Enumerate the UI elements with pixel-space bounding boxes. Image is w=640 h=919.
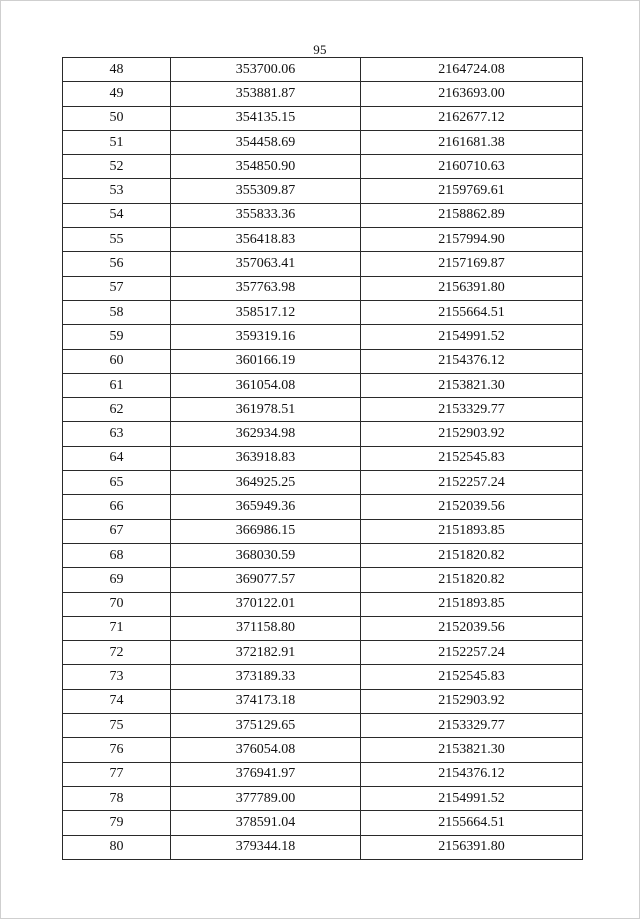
y-coordinate-cell: 2151820.82 [361, 568, 583, 592]
point-index-cell: 79 [63, 811, 171, 835]
table-row [63, 471, 583, 495]
x-coordinate-cell: 356418.83 [171, 228, 361, 252]
table-row [63, 422, 583, 446]
table-row [63, 252, 583, 276]
point-index-cell: 63 [63, 422, 171, 446]
table-row [63, 300, 583, 324]
point-index-cell: 48 [63, 58, 171, 82]
y-coordinate-cell: 2151820.82 [361, 543, 583, 567]
x-coordinate-cell: 353700.06 [171, 58, 361, 82]
x-coordinate-cell: 364925.25 [171, 471, 361, 495]
table-row [63, 665, 583, 689]
table-row [63, 349, 583, 373]
x-coordinate-cell: 355833.36 [171, 203, 361, 227]
point-index-cell: 62 [63, 398, 171, 422]
x-coordinate-cell: 360166.19 [171, 349, 361, 373]
x-coordinate-cell: 375129.65 [171, 714, 361, 738]
y-coordinate-cell: 2152903.92 [361, 689, 583, 713]
table-row [63, 398, 583, 422]
point-index-cell: 80 [63, 835, 171, 859]
y-coordinate-cell: 2154991.52 [361, 325, 583, 349]
table-row [63, 786, 583, 810]
y-coordinate-cell: 2152545.83 [361, 446, 583, 470]
y-coordinate-cell: 2157169.87 [361, 252, 583, 276]
y-coordinate-cell: 2160710.63 [361, 155, 583, 179]
y-coordinate-cell: 2161681.38 [361, 130, 583, 154]
x-coordinate-cell: 361978.51 [171, 398, 361, 422]
point-index-cell: 54 [63, 203, 171, 227]
y-coordinate-cell: 2153821.30 [361, 738, 583, 762]
x-coordinate-cell: 357063.41 [171, 252, 361, 276]
x-coordinate-cell: 369077.57 [171, 568, 361, 592]
point-index-cell: 55 [63, 228, 171, 252]
y-coordinate-cell: 2153821.30 [361, 373, 583, 397]
point-index-cell: 59 [63, 325, 171, 349]
table-row [63, 106, 583, 130]
x-coordinate-cell: 377789.00 [171, 786, 361, 810]
table-row [63, 641, 583, 665]
point-index-cell: 65 [63, 471, 171, 495]
point-index-cell: 70 [63, 592, 171, 616]
point-index-cell: 77 [63, 762, 171, 786]
table-row [63, 203, 583, 227]
y-coordinate-cell: 2151893.85 [361, 592, 583, 616]
x-coordinate-cell: 371158.80 [171, 616, 361, 640]
table-row [63, 130, 583, 154]
y-coordinate-cell: 2154376.12 [361, 349, 583, 373]
table-row [63, 155, 583, 179]
x-coordinate-cell: 363918.83 [171, 446, 361, 470]
point-index-cell: 57 [63, 276, 171, 300]
point-index-cell: 53 [63, 179, 171, 203]
table-row [63, 543, 583, 567]
x-coordinate-cell: 376941.97 [171, 762, 361, 786]
point-index-cell: 68 [63, 543, 171, 567]
y-coordinate-cell: 2164724.08 [361, 58, 583, 82]
y-coordinate-cell: 2155664.51 [361, 300, 583, 324]
point-index-cell: 50 [63, 106, 171, 130]
table-row [63, 835, 583, 859]
y-coordinate-cell: 2156391.80 [361, 835, 583, 859]
x-coordinate-cell: 365949.36 [171, 495, 361, 519]
x-coordinate-cell: 370122.01 [171, 592, 361, 616]
point-index-cell: 51 [63, 130, 171, 154]
y-coordinate-cell: 2151893.85 [361, 519, 583, 543]
point-index-cell: 58 [63, 300, 171, 324]
x-coordinate-cell: 372182.91 [171, 641, 361, 665]
table-row [63, 228, 583, 252]
table-row [63, 276, 583, 300]
point-index-cell: 78 [63, 786, 171, 810]
point-index-cell: 64 [63, 446, 171, 470]
y-coordinate-cell: 2152257.24 [361, 471, 583, 495]
table-row [63, 689, 583, 713]
x-coordinate-cell: 368030.59 [171, 543, 361, 567]
table-row [63, 325, 583, 349]
x-coordinate-cell: 366986.15 [171, 519, 361, 543]
table-row [63, 82, 583, 106]
x-coordinate-cell: 362934.98 [171, 422, 361, 446]
y-coordinate-cell: 2158862.89 [361, 203, 583, 227]
coordinate-table [62, 57, 583, 860]
coordinate-table-body [63, 58, 583, 860]
y-coordinate-cell: 2152545.83 [361, 665, 583, 689]
x-coordinate-cell: 354850.90 [171, 155, 361, 179]
point-index-cell: 74 [63, 689, 171, 713]
y-coordinate-cell: 2152039.56 [361, 495, 583, 519]
point-index-cell: 73 [63, 665, 171, 689]
y-coordinate-cell: 2154991.52 [361, 786, 583, 810]
point-index-cell: 49 [63, 82, 171, 106]
table-row [63, 58, 583, 82]
table-row [63, 592, 583, 616]
point-index-cell: 66 [63, 495, 171, 519]
table-row [63, 811, 583, 835]
y-coordinate-cell: 2155664.51 [361, 811, 583, 835]
table-row [63, 616, 583, 640]
y-coordinate-cell: 2162677.12 [361, 106, 583, 130]
x-coordinate-cell: 358517.12 [171, 300, 361, 324]
x-coordinate-cell: 379344.18 [171, 835, 361, 859]
y-coordinate-cell: 2157994.90 [361, 228, 583, 252]
point-index-cell: 75 [63, 714, 171, 738]
x-coordinate-cell: 373189.33 [171, 665, 361, 689]
x-coordinate-cell: 357763.98 [171, 276, 361, 300]
x-coordinate-cell: 354135.15 [171, 106, 361, 130]
y-coordinate-cell: 2152039.56 [361, 616, 583, 640]
point-index-cell: 60 [63, 349, 171, 373]
x-coordinate-cell: 359319.16 [171, 325, 361, 349]
page-number: 95 [313, 42, 327, 57]
y-coordinate-cell: 2159769.61 [361, 179, 583, 203]
x-coordinate-cell: 374173.18 [171, 689, 361, 713]
y-coordinate-cell: 2152903.92 [361, 422, 583, 446]
y-coordinate-cell: 2153329.77 [361, 714, 583, 738]
y-coordinate-cell: 2152257.24 [361, 641, 583, 665]
x-coordinate-cell: 376054.08 [171, 738, 361, 762]
table-row [63, 446, 583, 470]
y-coordinate-cell: 2163693.00 [361, 82, 583, 106]
point-index-cell: 69 [63, 568, 171, 592]
point-index-cell: 71 [63, 616, 171, 640]
y-coordinate-cell: 2156391.80 [361, 276, 583, 300]
x-coordinate-cell: 355309.87 [171, 179, 361, 203]
y-coordinate-cell: 2153329.77 [361, 398, 583, 422]
table-row [63, 714, 583, 738]
point-index-cell: 76 [63, 738, 171, 762]
table-row [63, 568, 583, 592]
point-index-cell: 56 [63, 252, 171, 276]
y-coordinate-cell: 2154376.12 [361, 762, 583, 786]
x-coordinate-cell: 361054.08 [171, 373, 361, 397]
x-coordinate-cell: 378591.04 [171, 811, 361, 835]
point-index-cell: 72 [63, 641, 171, 665]
table-row [63, 495, 583, 519]
table-row [63, 738, 583, 762]
table-row [63, 373, 583, 397]
table-row [63, 762, 583, 786]
x-coordinate-cell: 353881.87 [171, 82, 361, 106]
table-row [63, 179, 583, 203]
table-row [63, 519, 583, 543]
point-index-cell: 67 [63, 519, 171, 543]
point-index-cell: 61 [63, 373, 171, 397]
point-index-cell: 52 [63, 155, 171, 179]
x-coordinate-cell: 354458.69 [171, 130, 361, 154]
